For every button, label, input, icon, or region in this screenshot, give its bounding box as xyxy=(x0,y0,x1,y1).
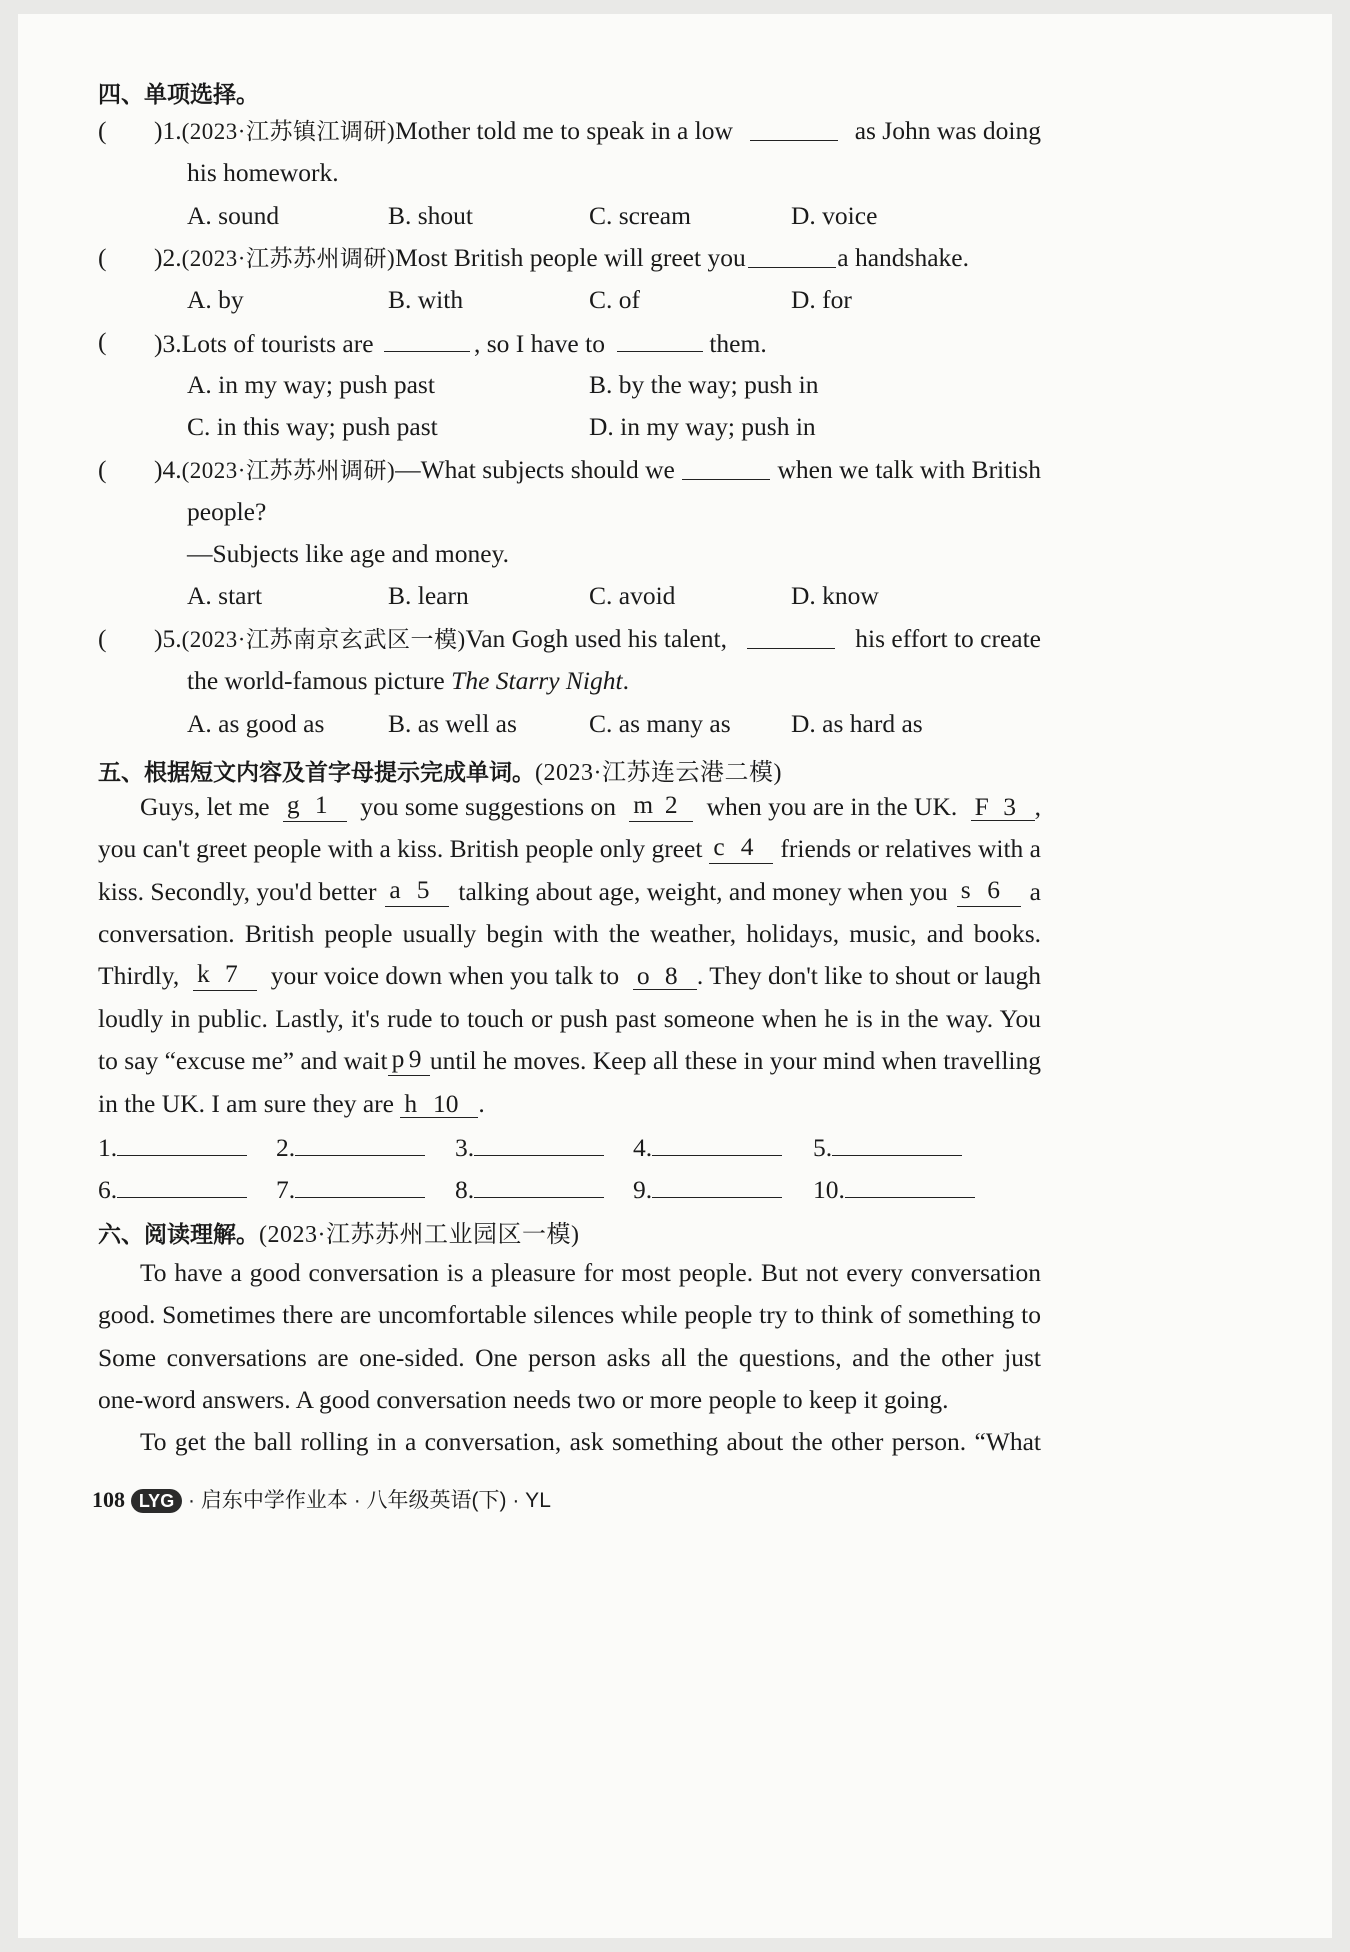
q2-option-c: C. of xyxy=(589,285,640,314)
q3-stem: )3.Lots of tourists are , so I have to them. xyxy=(154,329,767,358)
q5-option-c: C. as many as xyxy=(589,709,731,738)
q5-option-b: B. as well as xyxy=(388,709,517,738)
passage-line-1: Guys, let me g 1 you some suggestions on m 2 when you are in the UK. F 3 , xyxy=(140,790,1041,821)
reading-line-3: Some conversations are one-sided. One person asks all the questions, and the other just xyxy=(98,1343,1041,1372)
passage-line-5: Thirdly, k 7 your voice down when you talk to o 8 . They don't like to shout or laugh xyxy=(98,959,1041,990)
answer-2[interactable]: 2. xyxy=(276,1131,425,1163)
gap-3: F 3 xyxy=(971,794,1035,821)
answer-9[interactable]: 9. xyxy=(633,1173,782,1205)
q3-paren: ( xyxy=(98,327,107,356)
q3-option-c: C. in this way; push past xyxy=(187,412,438,441)
gap-7: k 7 xyxy=(193,961,257,991)
q2-option-b: B. with xyxy=(388,285,464,314)
q2-paren: ( xyxy=(98,243,107,272)
reading-line-5: To get the ball rolling in a conversation, ask something about the other person. “What xyxy=(140,1427,1041,1456)
q4-option-a: A. start xyxy=(187,581,263,610)
footer-title: · 启东中学作业本 · 八年级英语(下) · YL xyxy=(188,1489,551,1512)
q5-option-a: A. as good as xyxy=(187,709,325,738)
q3-option-b: B. by the way; push in xyxy=(589,370,819,399)
gap-10: h 10 xyxy=(400,1091,478,1118)
q2-blank xyxy=(748,243,836,268)
gap-8: o 8 xyxy=(633,963,697,990)
q4-stem: )4.(2023·江苏苏州调研)—What subjects should we when we talk with British xyxy=(154,455,1041,484)
passage-line-3: kiss. Secondly, you'd better a 5 talking about age, weight, and money when you s 6 a xyxy=(98,875,1041,906)
q2-stem: )2.(2023·江苏苏州调研)Most British people will greet you a handshake. xyxy=(154,243,969,272)
q4-option-d: D. know xyxy=(791,581,879,610)
q1-paren: ( xyxy=(98,116,107,145)
workbook-page xyxy=(18,14,1332,1938)
passage-line-8: in the UK. I am sure they are h 10 . xyxy=(98,1089,485,1118)
page-footer xyxy=(92,1484,551,1514)
q1-option-b: B. shout xyxy=(388,201,474,230)
q4-paren: ( xyxy=(98,455,107,484)
answer-6[interactable]: 6. xyxy=(98,1173,247,1205)
q4-stem-cont: people? xyxy=(187,497,267,526)
q1-stem: )1.(2023·江苏镇江调研)Mother told me to speak in a low as John was doing xyxy=(154,116,1041,145)
q5-option-d: D. as hard as xyxy=(791,709,923,738)
gap-1: g 1 xyxy=(283,792,347,822)
gap-5: a 5 xyxy=(385,877,449,907)
q1-option-c: C. scream xyxy=(589,201,691,230)
q3-blank-1 xyxy=(384,327,470,352)
reading-line-2: good. Sometimes there are uncomfortable silences while people try to think of something to xyxy=(98,1300,1041,1329)
q4-option-b: B. learn xyxy=(388,581,469,610)
q3-option-d: D. in my way; push in xyxy=(589,412,816,441)
q1-option-a: A. sound xyxy=(187,201,280,230)
gap-9: p 9 xyxy=(388,1046,430,1076)
answer-10[interactable]: 10. xyxy=(813,1173,975,1205)
gap-2: m 2 xyxy=(629,792,693,822)
answer-8[interactable]: 8. xyxy=(455,1173,604,1205)
q1-stem-cont: his homework. xyxy=(187,158,339,187)
q5-stem: )5.(2023·江苏南京玄武区一模)Van Gogh used his talent, his effort to create xyxy=(154,624,1041,653)
q2-option-a: A. by xyxy=(187,285,244,314)
answer-7[interactable]: 7. xyxy=(276,1173,425,1205)
q5-paren: ( xyxy=(98,624,107,653)
q5-title-italic: The Starry Night xyxy=(451,666,623,695)
answer-5[interactable]: 5. xyxy=(813,1131,962,1163)
q5-blank xyxy=(747,624,835,649)
gap-6: s 6 xyxy=(957,877,1021,907)
lyg-logo: LYG xyxy=(131,1489,182,1513)
page-number: 108 xyxy=(92,1487,125,1512)
section-5-title: 五、根据短文内容及首字母提示完成单词。(2023·江苏连云港二模) xyxy=(98,760,782,786)
answer-4[interactable]: 4. xyxy=(633,1131,782,1163)
answer-3[interactable]: 3. xyxy=(455,1131,604,1163)
passage-line-6: loudly in public. Lastly, it's rude to touch or push past someone when he is in the way. You xyxy=(98,1004,1041,1033)
passage-line-2: you can't greet people with a kiss. British people only greet c 4 friends or relatives with a xyxy=(98,832,1041,863)
gap-4: c 4 xyxy=(709,834,773,864)
q5-stem-cont: the world-famous picture The Starry Night. xyxy=(187,666,629,695)
section-6-title: 六、阅读理解。(2023·江苏苏州工业园区一模) xyxy=(98,1222,580,1248)
passage-line-4: conversation. British people usually begin with the weather, holidays, music, and books. xyxy=(98,919,1041,948)
q4-option-c: C. avoid xyxy=(589,581,676,610)
section-4-title: 四、单项选择。 xyxy=(98,82,259,108)
answer-1[interactable]: 1. xyxy=(98,1131,247,1163)
reading-line-4: one-word answers. A good conversation needs two or more people to keep it going. xyxy=(98,1385,949,1414)
reading-line-1: To have a good conversation is a pleasure for most people. But not every conversation xyxy=(140,1258,1041,1287)
q4-blank xyxy=(682,455,770,480)
q4-answer-line: —Subjects like age and money. xyxy=(187,539,509,568)
q3-option-a: A. in my way; push past xyxy=(187,370,435,399)
q2-option-d: D. for xyxy=(791,285,852,314)
q1-option-d: D. voice xyxy=(791,201,878,230)
passage-line-7: to say “excuse me” and wait p 9 until he moves. Keep all these in your mind when travelling xyxy=(98,1044,1041,1075)
q1-blank xyxy=(750,116,838,141)
q3-blank-2 xyxy=(617,327,703,352)
